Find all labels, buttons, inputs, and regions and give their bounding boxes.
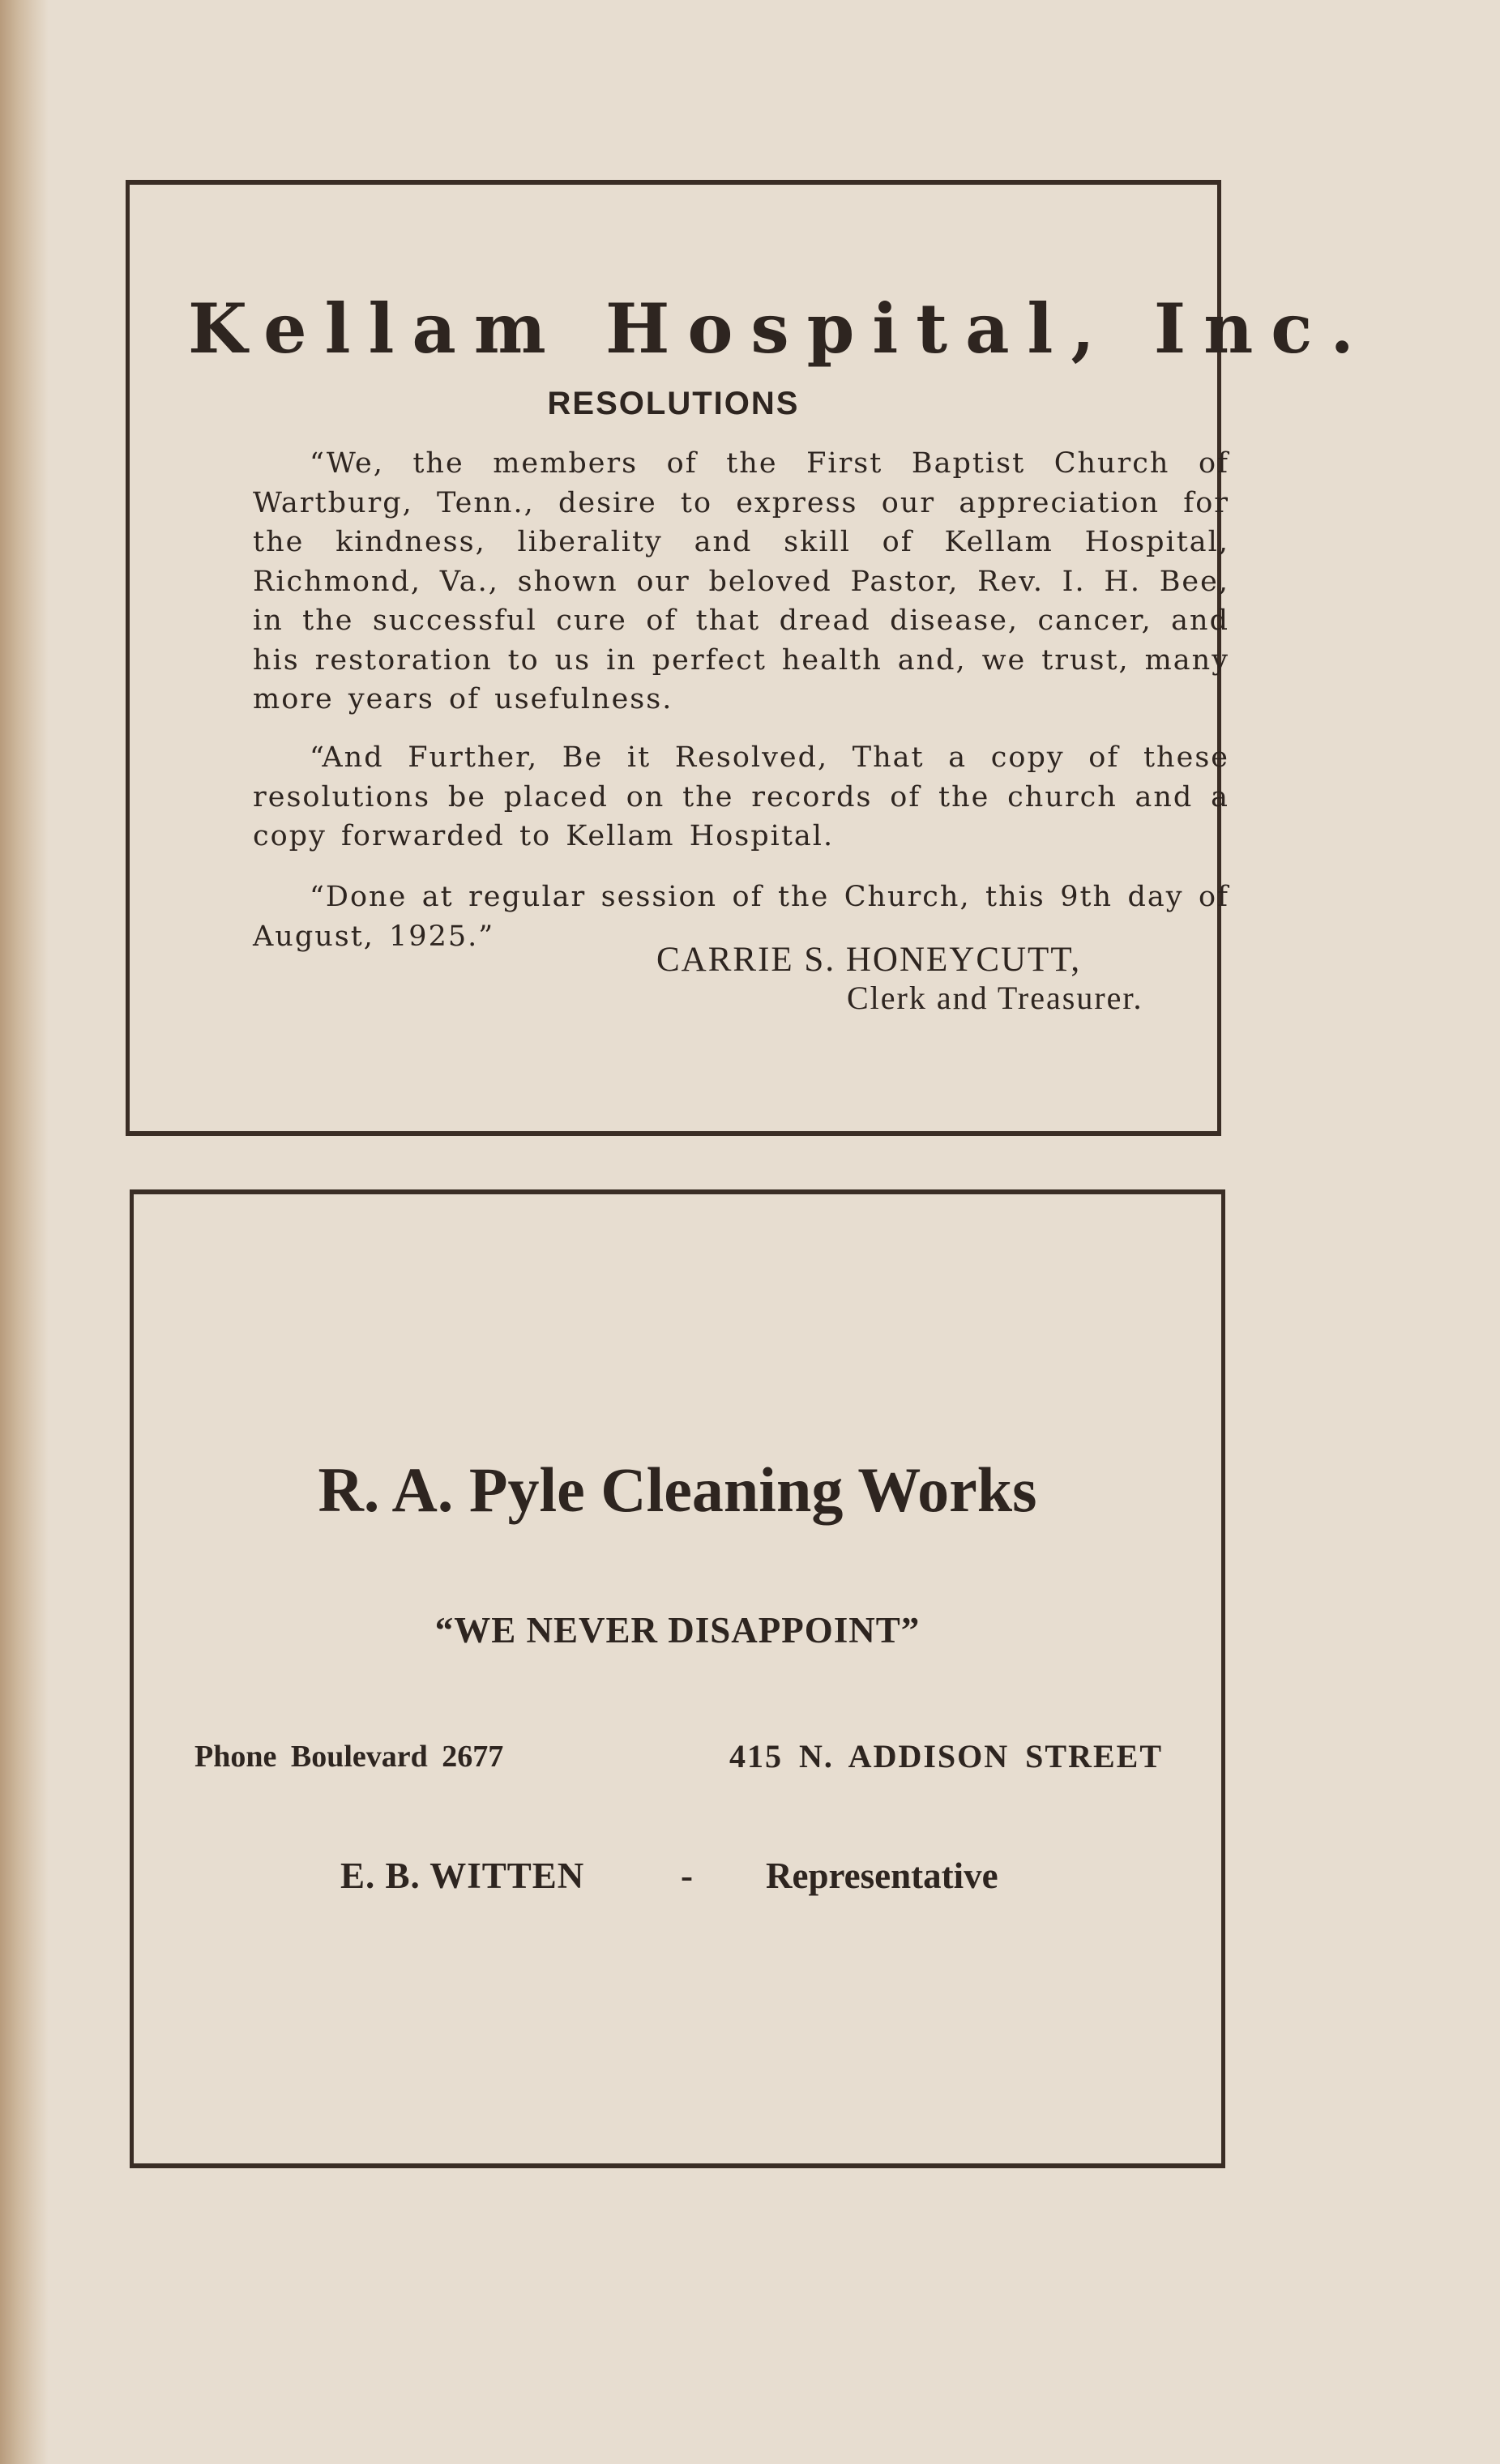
page-binding-edge <box>0 0 49 2464</box>
representative-separator: - <box>681 1855 693 1896</box>
kellam-title: Kellam Hospital, Inc. <box>188 288 1372 369</box>
resolution-paragraph-1: “We, the members of the First Baptist Church of Wartburg, Tenn., desire to express our appreciation for the kindness, liberality and skill of Kellam Hospital, Richmond, Va., shown our beloved Pastor, Rev. I. H. Bee, in the successful cure of that dread disease, cancer, and his restoration to us in perfect health and, we trust, many more years of usefulness. <box>253 447 1229 715</box>
signatory-name: CARRIE S. HONEYCUTT, <box>656 941 1082 979</box>
kellam-hospital-ad <box>126 180 1372 1136</box>
phone-number: Phone Boulevard 2677 <box>194 1740 504 1774</box>
signatory-title: Clerk and Treasurer. <box>847 980 1143 1016</box>
representative-role: Representative <box>766 1855 998 1896</box>
street-address: 415 N. ADDISON STREET <box>729 1738 1164 1774</box>
pyle-title: R. A. Pyle Cleaning Works <box>318 1454 1037 1525</box>
resolution-paragraph-3: “Done at regular session of the Church, this 9th day of August, 1925.” <box>253 881 1229 953</box>
slogan: “WE NEVER DISAPPOINT” <box>434 1610 921 1650</box>
resolutions-heading: RESOLUTIONS <box>547 386 800 421</box>
pyle-cleaning-ad <box>130 1189 1225 2168</box>
representative-name: E. B. WITTEN <box>340 1855 585 1896</box>
resolution-paragraph-2: “And Further, Be it Resolved, That a copy of these resolutions be placed on the records of the church and a copy forwarded to Kellam Hospital. <box>253 741 1229 852</box>
